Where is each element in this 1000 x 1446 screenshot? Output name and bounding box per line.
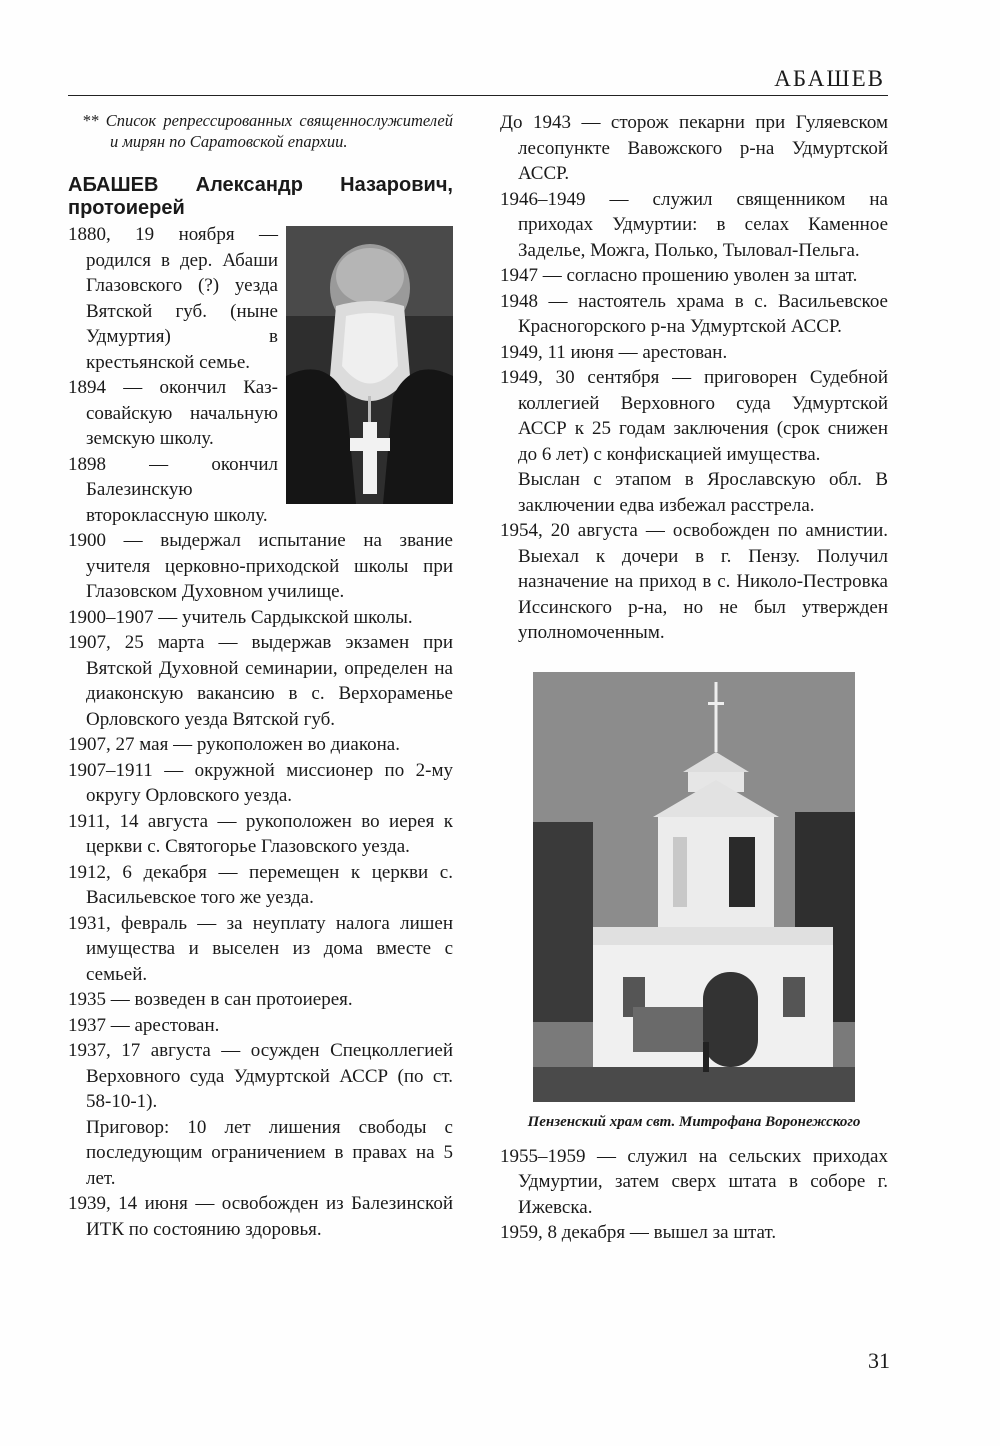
bio-rank: протоиерей — [68, 197, 185, 219]
right-entry: 1954, 20 августа — освобожден по амнистии. Выехал к дочери в г. Пензу. Получил назначение на приход в с. Николо-Пестровка Иссинского р-на, но не был утвержден уполномоченным. — [500, 520, 888, 643]
left-column — [68, 110, 453, 1242]
left-entry: 1880, 19 ноября — родился в дер. Абаши Глазовского (?) уезда Вятской губ. (ныне Удмуртия) в крестьянской семье. — [68, 224, 278, 373]
right-entry: 1946–1949 — служил священником на приходах Удмуртии: в селах Каменное Заделье, Можга, Полько, Тыловал-Пельга. — [500, 188, 888, 261]
footnote-marker: ** — [82, 111, 99, 130]
left-entry: 1907–1911 — окружной миссионер по 2-му округу Орловского уезда. — [68, 759, 453, 806]
right-entry: 1959, 8 декабря — вышел за штат. — [500, 1222, 777, 1243]
right-entry: 1949, 11 июня — арестован. — [500, 341, 728, 363]
left-entry: 1937, 17 августа — осужден Спецколлегией Верховного суда Удмуртской АССР (по ст. 58-10-1). — [68, 1040, 453, 1112]
priest-portrait-image — [286, 226, 453, 504]
left-entry: 1911, 14 августа — рукоположен во иерея к церкви с. Святогорье Глазовского уезда. — [68, 810, 453, 857]
left-entry: Приговор: 10 лет лишения свободы с последующим ограничением в правах на 5 лет. — [86, 1116, 453, 1189]
left-entry: 1907, 27 мая — рукоположен во диакона. — [68, 734, 400, 755]
left-entry: 1900 — выдержал испытание на звание учителя церковно-приходской школы при Глазовском Духовном училище. — [68, 530, 453, 602]
church-photo — [533, 672, 855, 1102]
bio-given-names: Александр Назарович, — [195, 174, 453, 196]
right-entry: Выслан с этапом в Ярославскую обл. В заключении едва избежал расстрела. — [518, 469, 888, 516]
portrait-photo — [286, 226, 453, 504]
right-column — [500, 110, 888, 1246]
left-entry: 1931, февраль — за неуплату налога лишен имущества и выселен из дома вместе с семьей. — [68, 912, 453, 985]
right-entry: 1949, 30 сентября — приговорен Судебной коллегией Верховного суда Удмуртской АССР к 25 годам заключения (срок снижен до 6 лет) с конфискацией имущества. — [500, 367, 888, 465]
right-entry: До 1943 — сторож пекарни при Гуляевском лесопункте Вавожского р-на Удмуртской АССР. — [500, 112, 888, 184]
left-entry: 1937 — арестован. — [68, 1014, 220, 1036]
photo-caption: Пензенский храм свт. Митрофана Воронежского — [527, 1113, 861, 1130]
left-entry: 1939, 14 июня — освобожден из Балезинской ИТК по состоянию здоровья. — [68, 1193, 453, 1240]
left-entry: 1898 — окончил Балезинскую второклассную школу. — [68, 453, 278, 526]
left-entry: 1900–1907 — учитель Сардыкской школы. — [68, 606, 413, 628]
right-entry: 1955–1959 — служил на сельских приходах Удмуртии, затем сверх штата в соборе г. Ижевска. — [500, 1145, 888, 1218]
running-head: АБАШЕВ — [774, 66, 885, 91]
right-entry: 1947 — согласно прошению уволен за штат. — [500, 265, 858, 286]
church-image — [533, 672, 855, 1102]
right-entry: 1948 — настоятель храма в с. Васильевское Красногорского р-на Удмуртской АССР. — [500, 290, 888, 337]
left-entry: 1912, 6 декабря — перемещен к церкви с. Васильевское того же уезда. — [68, 861, 453, 908]
bio-surname: АБАШЕВ — [68, 174, 159, 196]
left-entry: 1907, 25 марта — выдержав экзамен при Вятской Духовной семинарии, определен на диаконскую вакансию в с. Верхораменье Орловского уезда Вятской губ. — [68, 632, 453, 730]
left-entry: 1894 — окончил Казсовайскую начальную земскую школу. — [68, 377, 278, 449]
left-entry: 1935 — возведен в сан протоиерея. — [68, 989, 353, 1010]
header-rule — [68, 95, 888, 96]
footnote-text: Список репрессированных священнослужителей и мирян по Саратовской епархии. — [105, 111, 453, 151]
page-number: 31 — [868, 1348, 890, 1373]
bio-heading — [68, 174, 453, 220]
footnote — [68, 110, 453, 152]
